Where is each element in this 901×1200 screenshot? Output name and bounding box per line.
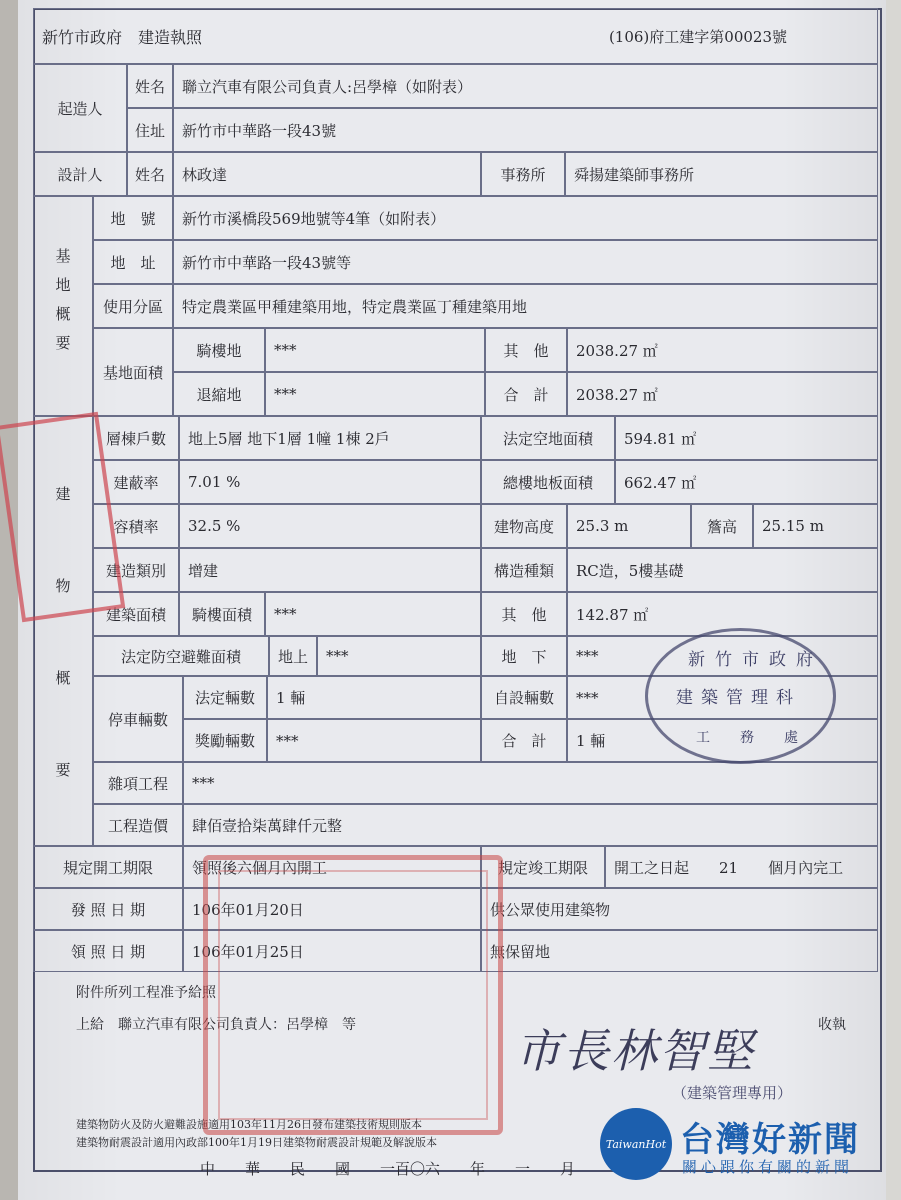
legal-parking-label: 法定輛數 [183,676,267,719]
shelter-label: 法定防空避難面積 [93,636,269,676]
approval-line: 附件所列工程准予給照 [76,985,216,1001]
background-right [886,0,901,1200]
building-section-char-1: 建 [55,484,71,503]
height-value: 25.3 m [567,504,691,548]
issue-date-value: 106年01月20日 [183,888,481,930]
above-value: *** [317,636,481,676]
site-address-value: 新竹市中華路一段43號等 [173,240,878,284]
site-other-label: 其 他 [485,328,567,372]
below-value: *** [567,636,878,676]
parking-total-value: 1 輛 [567,719,878,762]
openspace-label: 法定空地面積 [481,416,615,460]
background-left [0,0,18,1200]
site-lot-label: 地 號 [93,196,173,240]
designer-section-label: 設計人 [33,152,127,196]
arcade2-label: 騎樓面積 [179,592,265,636]
other2-label: 其 他 [481,592,567,636]
site-other-value: 2038.27 ㎡ [567,328,878,372]
openspace-value: 594.81 ㎡ [615,416,878,460]
structure-value: RC造，5樓基礎 [567,548,878,592]
parking-label: 停車輛數 [93,676,183,762]
receive-date-label: 領 照 日 期 [33,930,183,972]
mayor-signature: 市長林智堅 [515,1024,755,1078]
start-deadline-label: 規定開工期限 [33,846,183,888]
receipt-text: 收執 [818,1017,846,1033]
seal-bottom-text: 工務處 [696,730,828,746]
seal-mid-text: 建築管理科 [676,688,801,708]
site-arcade-value: *** [265,328,485,372]
finish-deadline-value: 開工之日起 21 個月內完工 [605,846,878,888]
red-official-seal [203,855,503,1135]
building-section-char-3: 概 [55,668,71,687]
floors-value: 地上5層 地下1層 1幢 1棟 2戶 [179,416,481,460]
self-parking-value: *** [567,676,878,719]
other2-value: 142.87 ㎡ [567,592,878,636]
floors-label: 層棟戶數 [93,416,179,460]
far-label: 容積率 [93,504,179,548]
floorarea-label: 總樓地板面積 [481,460,615,504]
taiwanhot-logo-icon: TaiwanHot [600,1108,672,1180]
arcade2-value: *** [265,592,481,636]
finish-deadline-label: 規定竣工期限 [481,846,605,888]
designer-office-label: 事務所 [481,152,565,196]
cost-value: 肆佰壹拾柒萬肆仟元整 [183,804,878,846]
building-section-char-2: 物 [55,576,71,595]
building-section-char-4: 要 [55,760,71,779]
issue-note: 供公眾使用建築物 [481,888,878,930]
structure-label: 構造種類 [481,548,567,592]
builder-name-label: 姓名 [127,64,173,108]
above-label: 地上 [269,636,317,676]
bonus-parking-value: *** [267,719,481,762]
eave-label: 簷高 [691,504,753,548]
mayor-signature-note: （建築管理專用） [672,1084,793,1102]
designer-name-label: 姓名 [127,152,173,196]
seismic-code-note: 建築物耐震設計適用內政部100年1月19日建築物耐震設計規範及解說版本 [76,1136,437,1149]
site-setback-value: *** [265,372,485,416]
watermark-name: 台灣好新聞 [680,1120,860,1160]
legal-parking-value: 1 輛 [267,676,481,719]
site-zoning-label: 使用分區 [93,284,173,328]
builder-address-label: 住址 [127,108,173,152]
self-parking-label: 自設輛數 [481,676,567,719]
header-left: 新竹市政府 建造執照 [33,8,553,64]
license-number: (106)府工建字第00023號 [553,8,878,64]
site-setback-label: 退縮地 [173,372,265,416]
receive-note: 無保留地 [481,930,878,972]
site-total-label: 合 計 [485,372,567,416]
parking-total-label: 合 計 [481,719,567,762]
site-section-label: 基地概要 [33,196,93,416]
site-arcade-label: 騎樓地 [173,328,265,372]
receive-date-value: 106年01月25日 [183,930,481,972]
watermark-slogan: 關心跟你有關的新聞 [682,1158,854,1176]
site-zoning-value: 特定農業區甲種建築用地，特定農業區丁種建築用地 [173,284,878,328]
fire-code-note: 建築物防火及防火避難設施適用103年11月26日發布建築技術規則版本 [76,1118,422,1131]
site-lot-value: 新竹市溪橋段569地號等4筆（如附表） [173,196,878,240]
coverage-value: 7.01 % [179,460,481,504]
builder-section-label: 起造人 [33,64,127,152]
issue-date-label: 發 照 日 期 [33,888,183,930]
floorarea-value: 662.47 ㎡ [615,460,878,504]
site-total-value: 2038.27 ㎡ [567,372,878,416]
type-value: 增建 [179,548,481,592]
bonus-parking-label: 獎勵輛數 [183,719,267,762]
misc-label: 雜項工程 [93,762,183,804]
site-address-label: 地 址 [93,240,173,284]
far-value: 32.5 % [179,504,481,548]
designer-office-value: 舜揚建築師事務所 [565,152,878,196]
eave-value: 25.15 m [753,504,878,548]
cost-label: 工程造價 [93,804,183,846]
builder-name-value: 聯立汽車有限公司負責人:呂學樟（如附表） [173,64,878,108]
bldgarea-label: 建築面積 [93,592,179,636]
seal-top-text: 新竹市政府 [688,650,823,670]
issue-date-line: 中 華 民 國 一百〇六 年 一 月 [200,1160,576,1178]
builder-address-value: 新竹市中華路一段43號 [173,108,878,152]
recipient-line: 上給 聯立汽車有限公司負責人：呂學樟 等 [76,1017,356,1033]
misc-value: *** [183,762,878,804]
coverage-label: 建蔽率 [93,460,179,504]
designer-name-value: 林政達 [173,152,481,196]
site-area-label: 基地面積 [93,328,173,416]
blue-department-seal [645,628,836,764]
below-label: 地 下 [481,636,567,676]
type-label: 建造類別 [93,548,179,592]
height-label: 建物高度 [481,504,567,548]
start-deadline-value: 領照後六個月內開工 [183,846,481,888]
